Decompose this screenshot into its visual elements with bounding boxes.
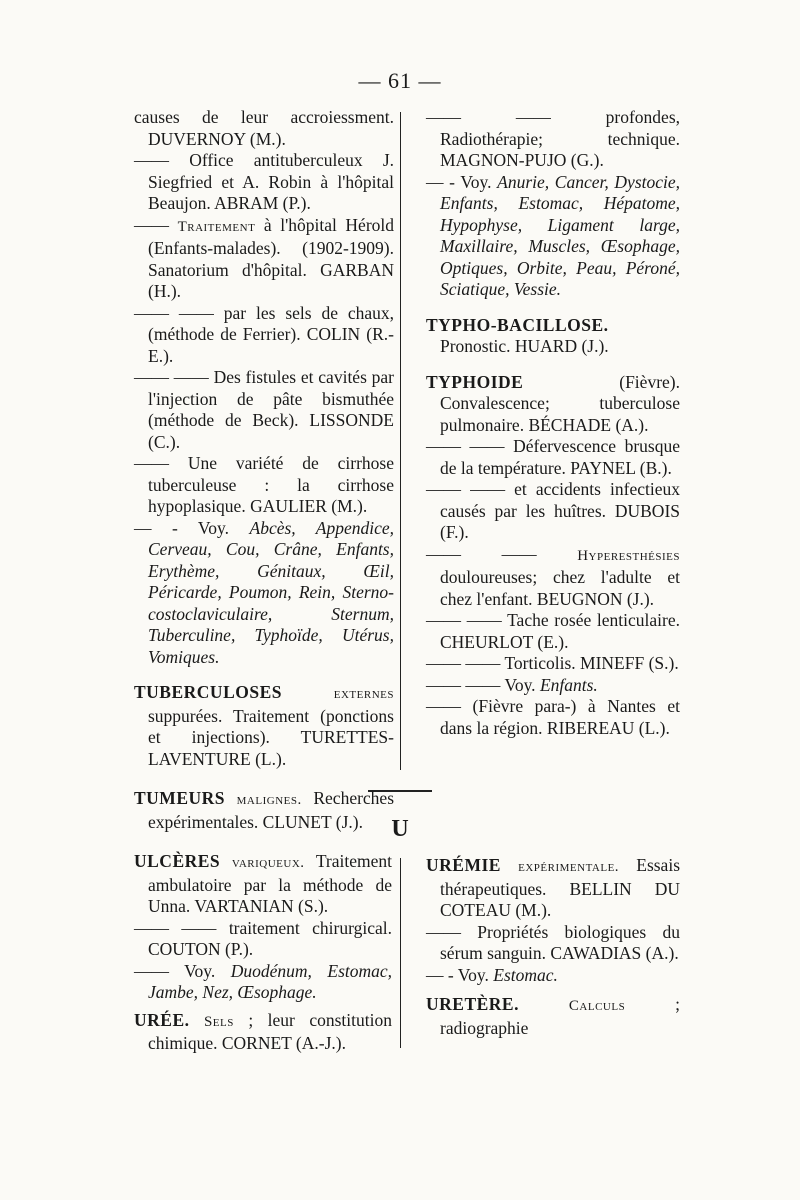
- entry-text: suppurées. Traitement (ponctions et injections). TURETTES-LAVENTURE (L.).: [148, 705, 394, 769]
- entry-text: ; leur constitution chimique. CORNET (A.-J.).: [148, 1009, 392, 1053]
- entry-italic: Abcès, Appendice, Cerveau, Cou, Crâne, Enfants, Erythème, Génitaux, Œil, Péricarde, Poumon, Rein, Sterno-costoclaviculaire, Sternum, Tuberculine, Typhoïde, Utérus, Vomiques.: [148, 517, 395, 667]
- entry-smallcaps: expérimentale.: [518, 859, 620, 875]
- entry-dash: —— ——: [426, 610, 502, 630]
- right-column-top: [412, 107, 680, 739]
- index-entry: [134, 303, 394, 368]
- index-heading-entry: [400, 372, 680, 437]
- entry-text: profondes, Radiothérapie; technique. MAGNON-PUJO (G.).: [440, 107, 681, 170]
- entry-text: douloureuses; chez l'adulte et chez l'enfant. BEUGNON (J.).: [440, 567, 680, 609]
- entry-text: Des fistules et cavités par l'injection de pâte bismuthée (méthode de Beck). LISSONDE (C.).: [148, 367, 395, 452]
- entry-dash: —— ——: [426, 479, 506, 499]
- entry-text: Traitement ambulatoire par la méthode de Unna. VARTANIAN (S.).: [148, 851, 393, 916]
- entry-text: Torticolis. MINEFF (S.).: [504, 653, 679, 673]
- index-entry: [134, 107, 394, 150]
- entry-prefix: Voy.: [504, 674, 536, 695]
- index-heading-entry: [108, 851, 392, 918]
- index-heading-entry: [108, 682, 394, 770]
- index-entry: [134, 961, 392, 1004]
- entry-smallcaps: externes: [333, 686, 394, 702]
- entry-text: Pronostic. HUARD (J.).: [440, 336, 609, 356]
- entry-text: traitement chirurgical. COUTON (P.).: [148, 917, 393, 959]
- entry-headword: TUBERCULOSES: [134, 682, 282, 702]
- index-entry: [426, 696, 680, 739]
- index-entry: [134, 453, 394, 518]
- entry-text: Défervescence brusque de la température. PAYNEL (B.).: [440, 436, 681, 478]
- index-entry: [134, 367, 394, 453]
- index-entry: [134, 215, 394, 303]
- entry-smallcaps: malignes.: [236, 792, 302, 808]
- entry-dash: —— ——: [134, 917, 217, 938]
- index-entry: [426, 172, 680, 301]
- entry-text: Essais thérapeutiques. BELLIN DU COTEAU (M.).: [440, 855, 680, 920]
- entry-text: (Fièvre). Convalescence; tuberculose pulmonaire. BÉCHADE (A.).: [440, 371, 680, 435]
- entry-headword: ULCÈRES: [134, 851, 221, 871]
- entry-prefix: Voy.: [197, 517, 230, 538]
- index-entry: [426, 436, 680, 479]
- index-heading-entry: [108, 1010, 392, 1055]
- entry-text: Recherches expérimentales. CLUNET (J.).: [148, 788, 395, 832]
- column-rule-top: [400, 112, 401, 770]
- entry-headword: TUMEURS: [134, 788, 226, 808]
- index-entry: [426, 107, 680, 172]
- entry-smallcaps: Traitement: [177, 218, 256, 235]
- index-heading-entry: [108, 788, 394, 833]
- index-heading-entry: [400, 855, 680, 922]
- entry-text: Tache rosée lenticulaire. CHEURLOT (E.).: [440, 610, 681, 652]
- entry-headword: URÉE.: [134, 1009, 190, 1030]
- entry-text: causes de leur accroiessment. DUVERNOY (M.).: [134, 107, 394, 149]
- index-entry: [426, 479, 680, 544]
- entry-dash: —— ——: [426, 674, 501, 695]
- entry-dash: —— ——: [134, 367, 209, 387]
- entry-text: par les sels de chaux, (méthode de Ferrier). COLIN (R.-E.).: [148, 302, 395, 366]
- index-entry: [426, 965, 680, 987]
- entry-dash: —— ——: [426, 653, 501, 673]
- entry-dash: ——: [426, 921, 461, 942]
- index-entry: [426, 653, 680, 675]
- entry-dash: ——: [134, 960, 169, 981]
- entry-italic: Enfants.: [539, 674, 598, 695]
- entry-prefix: Voy.: [460, 171, 492, 192]
- entry-headword: TYPHO-BACILLOSE.: [426, 314, 609, 335]
- entry-text: et accidents infectieux causés par les huîtres. DUBOIS (F.).: [440, 479, 681, 542]
- index-entry: [426, 922, 680, 965]
- entry-smallcaps: variqueux.: [231, 855, 305, 871]
- index-heading-entry: [400, 315, 680, 358]
- entry-smallcaps: Calculs: [568, 998, 626, 1014]
- entry-dash: ——: [426, 696, 461, 716]
- page-number: — 61 —: [358, 68, 442, 93]
- index-entry: [134, 518, 394, 669]
- entry-text: Une variété de cirrhose tuberculeuse : la cirrhose hypoplasique. GAULIER (M.).: [148, 453, 395, 516]
- entry-smallcaps: Hyperesthésies: [577, 547, 681, 564]
- right-column-bottom: [412, 855, 680, 1039]
- left-column-top: [120, 107, 394, 833]
- index-heading-entry: [400, 994, 680, 1039]
- section-letter: U: [391, 816, 409, 842]
- entry-dash: — -: [426, 964, 454, 985]
- entry-headword: URÉMIE: [426, 855, 501, 875]
- entry-smallcaps: Sels: [203, 1013, 234, 1030]
- index-entry: [426, 675, 680, 697]
- entry-dash: ——: [134, 150, 169, 170]
- entry-text: à l'hôpital Hérold (Enfants-malades). (1902-1909). Sanatorium d'hôpital. GARBAN (H.).: [148, 214, 395, 301]
- entry-dash: — -: [426, 171, 455, 192]
- entry-headword: URETÈRE.: [426, 994, 519, 1014]
- entry-dash: —— ——: [134, 302, 214, 323]
- entry-text: ; radiographie: [440, 994, 680, 1038]
- entry-dash: —— ——: [426, 107, 551, 127]
- entry-dash: ——: [134, 453, 169, 473]
- index-entry: [426, 544, 680, 611]
- entry-dash: — -: [134, 517, 178, 538]
- index-entry: [134, 150, 394, 215]
- entry-dash: —— ——: [426, 543, 537, 564]
- entry-headword: TYPHOIDE: [426, 371, 524, 392]
- entry-italic: Duodénum, Estomac, Jambe, Nez, Œsophage.: [148, 960, 393, 1002]
- index-entry: [134, 918, 392, 961]
- index-entry: [426, 610, 680, 653]
- entry-italic: Estomac.: [493, 964, 558, 985]
- entry-dash: —— ——: [426, 436, 505, 456]
- entry-italic: Anurie, Cancer, Dystocie, Enfants, Estomac, Hépatome, Hypophyse, Ligament large, Maxillaire, Muscles, Œsophage, Optiques, Orbite, Peau, Péroné, Sciatique, Vessie.: [440, 171, 681, 299]
- entry-prefix: Voy.: [184, 960, 216, 981]
- entry-prefix: Voy.: [457, 964, 489, 985]
- entry-dash: ——: [134, 214, 169, 235]
- left-column-bottom: [120, 851, 392, 1055]
- entry-text: Propriétés biologiques du sérum sanguin. CAWADIAS (A.).: [440, 921, 681, 963]
- entry-text: (Fièvre para-) à Nantes et dans la région. RIBEREAU (L.).: [440, 696, 681, 738]
- entry-text: Office antituberculeux J. Siegfried et A. Robin à l'hôpital Beaujon. ABRAM (P.).: [148, 150, 395, 213]
